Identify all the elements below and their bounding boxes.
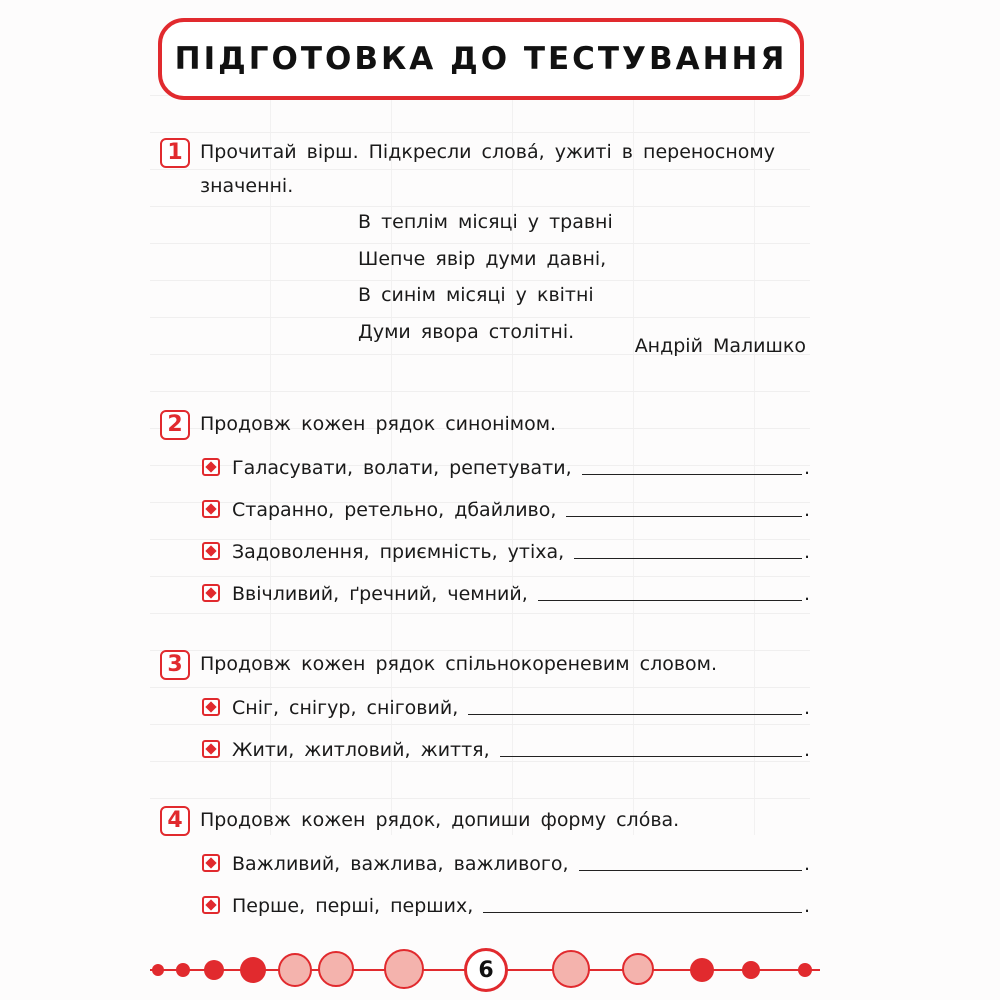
task-2 [160,410,810,610]
task-number-badge: 1 [160,138,190,168]
diamond-bullet-icon [202,854,220,872]
answer-blank[interactable] [500,756,802,757]
answer-blank[interactable] [579,870,802,871]
footer-dot [622,953,654,985]
row-prompt: Важливий, важлива, важливого, [232,853,569,875]
page-number: 6 [464,948,508,992]
task-instruction: Прочитай вірш. Підкресли слова́, ужиті в переносному значенні. [200,141,775,197]
answer-row [202,490,810,524]
answer-blank[interactable] [538,600,802,601]
row-prompt: Задоволення, приємність, утіха, [232,541,565,563]
answer-row [202,886,810,920]
row-period: . [803,853,810,875]
answer-blank[interactable] [566,516,802,517]
footer-dot [318,951,354,987]
diamond-bullet-icon [202,584,220,602]
task-number-badge: 3 [160,650,190,680]
diamond-bullet-icon [202,896,220,914]
task-3 [160,650,810,780]
task-4 [160,806,810,936]
row-period: . [803,499,810,521]
poem-line: В синім місяці у квітні [358,284,594,306]
answer-row [202,574,810,608]
row-prompt: Галасувати, волати, репетувати, [232,457,572,479]
task-number-badge: 2 [160,410,190,440]
answer-row [202,448,810,482]
poem [358,204,613,350]
footer-dot [176,963,190,977]
footer-dot [204,960,224,980]
answer-row [202,532,810,566]
footer-dot [278,953,312,987]
answer-row [202,688,810,722]
footer-dot [240,957,266,983]
answer-row [202,844,810,878]
task-1 [160,138,810,368]
poem-line: Шепче явір думи давні, [358,247,607,270]
footer-dot [690,958,714,982]
answer-blank[interactable] [582,474,802,475]
footer-dot [742,961,760,979]
row-period: . [803,697,810,719]
answer-row [202,730,810,764]
row-period: . [803,583,810,605]
answer-blank[interactable] [574,558,802,559]
row-period: . [803,457,810,479]
footer-dot [384,949,424,989]
row-prompt: Перше, перші, перших, [232,895,474,917]
footer-dot [152,964,164,976]
diamond-bullet-icon [202,740,220,758]
row-prompt: Жити, житловий, життя, [232,739,490,761]
task-instruction: Продовж кожен рядок, допиши форму сло́ва. [200,809,680,831]
diamond-bullet-icon [202,698,220,716]
task-instruction: Продовж кожен рядок синонімом. [200,413,557,435]
row-prompt: Сніг, снігур, сніговий, [232,697,459,719]
row-period: . [803,541,810,563]
poem-line: В теплім місяці у травні [358,211,613,233]
diamond-bullet-icon [202,500,220,518]
footer-dot [552,950,590,988]
row-prompt: Старанно, ретельно, дбайливо, [232,499,557,521]
diamond-bullet-icon [202,542,220,560]
footer-dot [798,963,812,977]
row-prompt: Ввічливий, ґречний, чемний, [232,583,528,605]
page-title: ПІДГОТОВКА ДО ТЕСТУВАННЯ [174,41,788,77]
row-period: . [803,739,810,761]
answer-blank[interactable] [468,714,802,715]
poem-line: Думи явора столітні. [358,320,575,343]
answer-blank[interactable] [483,912,802,913]
page-header-frame [158,18,804,100]
row-period: . [803,895,810,917]
poem-author: Андрій Малишко [634,335,806,357]
task-instruction: Продовж кожен рядок спільнокореневим словом. [200,653,718,675]
task-number-badge: 4 [160,806,190,836]
diamond-bullet-icon [202,458,220,476]
